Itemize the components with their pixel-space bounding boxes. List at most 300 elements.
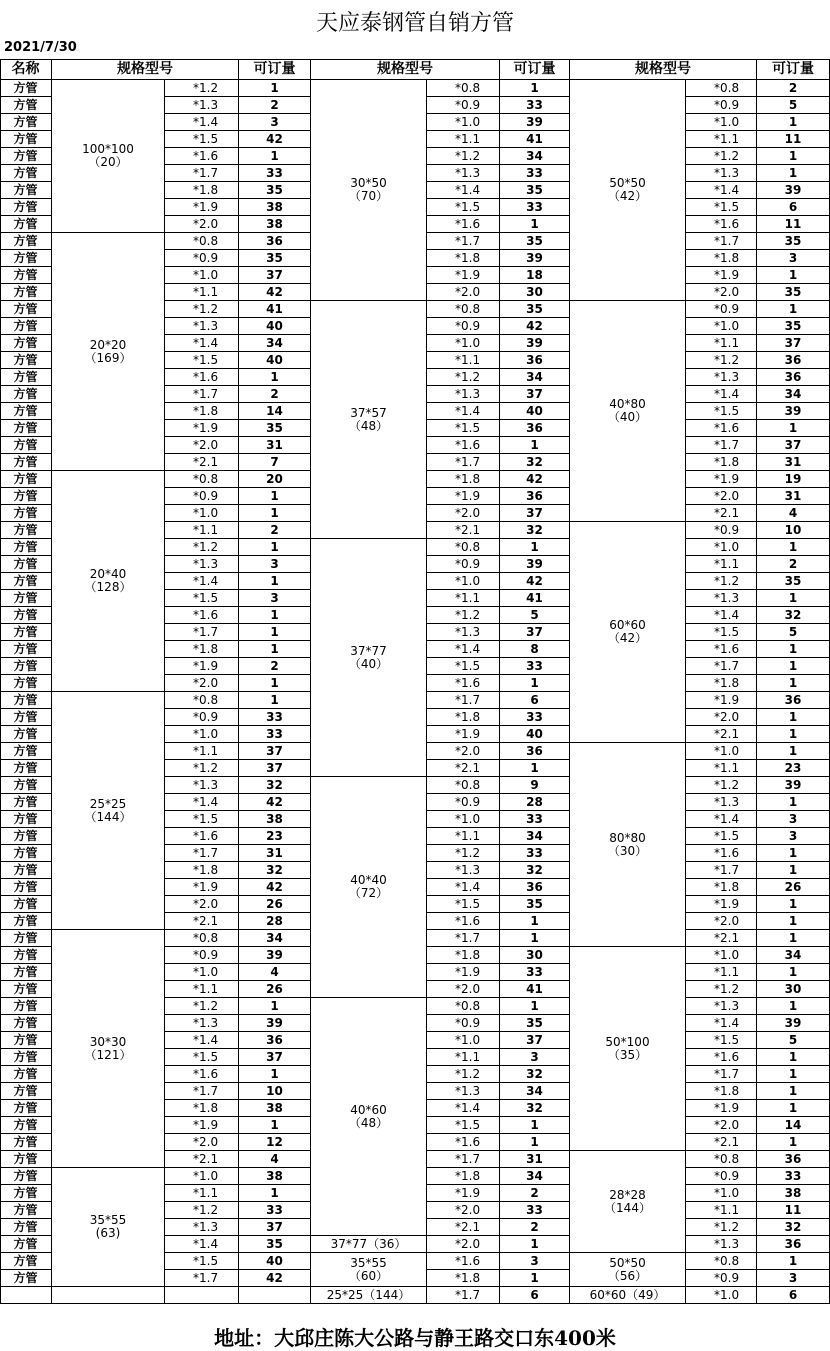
thickness-cell: *2.1	[686, 930, 757, 947]
thickness-cell: *1.0	[165, 505, 239, 522]
thickness-cell: *1.9	[427, 488, 500, 505]
qty-cell: 1	[239, 1117, 311, 1134]
qty-cell: 30	[757, 981, 830, 998]
spec-group-total: (63)	[95, 1226, 121, 1240]
qty-cell: 1	[757, 148, 830, 165]
thickness-cell: *1.0	[686, 539, 757, 556]
thickness-cell: *1.3	[686, 165, 757, 182]
row-name-cell: 方管	[0, 879, 52, 896]
thickness-cell: *1.8	[427, 947, 500, 964]
spec-group-label	[52, 471, 165, 692]
qty-cell: 35	[500, 182, 570, 199]
thickness-cell: *1.1	[165, 284, 239, 301]
page-title: 天应泰钢管自销方管	[315, 11, 514, 36]
thickness-cell: *2.0	[427, 1236, 500, 1253]
qty-cell: 2	[500, 1219, 570, 1236]
thickness-cell: *2.0	[427, 981, 500, 998]
thickness-cell: *1.5	[427, 1117, 500, 1134]
qty-cell: 38	[757, 1185, 830, 1202]
qty-cell: 3	[757, 811, 830, 828]
thickness-cell: *1.7	[427, 1287, 500, 1304]
spec-size: 20*40	[89, 567, 127, 581]
qty-cell: 3	[757, 1270, 830, 1287]
spec-group-label	[311, 998, 427, 1236]
spec-group-label	[311, 80, 427, 301]
spec-group-total: （60）	[348, 1268, 389, 1283]
thickness-cell: *1.3	[427, 386, 500, 403]
thickness-cell: *1.4	[165, 335, 239, 352]
row-name-cell: 方管	[0, 471, 52, 488]
qty-cell: 31	[239, 437, 311, 454]
qty-cell: 1	[500, 930, 570, 947]
spec-group-total: （40）	[607, 410, 648, 424]
qty-cell: 1	[239, 607, 311, 624]
thickness-cell: *1.0	[165, 267, 239, 284]
qty-cell: 32	[239, 777, 311, 794]
thickness-cell: *0.9	[686, 97, 757, 114]
row-name-cell: 方管	[0, 1032, 52, 1049]
inventory-table	[0, 59, 830, 1304]
qty-cell: 1	[757, 794, 830, 811]
thickness-cell: *1.7	[165, 845, 239, 862]
thickness-cell: *1.1	[165, 522, 239, 539]
spec-group-label	[570, 1151, 686, 1253]
qty-cell: 35	[239, 1236, 311, 1253]
thickness-cell: *1.9	[165, 1117, 239, 1134]
spec-group-label	[52, 233, 165, 471]
thickness-cell: *1.7	[686, 862, 757, 879]
qty-cell: 39	[239, 1015, 311, 1032]
qty-cell: 36	[757, 1151, 830, 1168]
thickness-cell: *0.9	[686, 301, 757, 318]
spec-group-total: （121）	[84, 1047, 132, 1062]
thickness-cell: *1.2	[686, 981, 757, 998]
row-name-cell: 方管	[0, 488, 52, 505]
spec-size: 40*80	[609, 397, 646, 411]
thickness-cell: *2.1	[686, 726, 757, 743]
thickness-cell: *1.7	[427, 692, 500, 709]
qty-cell: 3	[239, 590, 311, 607]
spec-size: 40*60	[350, 1102, 387, 1117]
spec-size: 80*80	[609, 830, 646, 845]
qty-cell: 42	[500, 318, 570, 335]
qty-cell: 1	[500, 216, 570, 233]
qty-cell: 38	[239, 1168, 311, 1185]
thickness-cell: *1.6	[165, 1066, 239, 1083]
qty-cell: 34	[500, 1168, 570, 1185]
thickness-cell: *1.4	[686, 1015, 757, 1032]
spec-group-label	[570, 301, 686, 522]
qty-cell: 1	[239, 998, 311, 1015]
thickness-cell: *1.8	[686, 675, 757, 692]
qty-cell: 32	[239, 862, 311, 879]
row-name-cell: 方管	[0, 522, 52, 539]
thickness-cell: *0.9	[427, 556, 500, 573]
qty-cell: 41	[500, 131, 570, 148]
thickness-cell: *1.2	[686, 573, 757, 590]
qty-cell: 1	[757, 743, 830, 760]
qty-cell: 1	[757, 1049, 830, 1066]
qty-cell: 8	[500, 641, 570, 658]
qty-cell: 1	[239, 1066, 311, 1083]
thickness-cell: *1.1	[686, 131, 757, 148]
spec-group-label	[570, 743, 686, 947]
row-name-cell: 方管	[0, 352, 52, 369]
row-name-cell: 方管	[0, 301, 52, 318]
qty-cell: 1	[757, 896, 830, 913]
qty-cell: 1	[757, 114, 830, 131]
qty-cell: 1	[757, 998, 830, 1015]
qty-cell: 1	[757, 301, 830, 318]
row-name-cell: 方管	[0, 250, 52, 267]
thickness-cell: *1.8	[165, 862, 239, 879]
spec-size: 50*50	[609, 176, 646, 190]
qty-cell: 31	[239, 845, 311, 862]
report-date: 2021/7/30	[4, 40, 77, 55]
row-name-cell: 方管	[0, 1202, 52, 1219]
qty-cell: 42	[500, 573, 570, 590]
row-name-cell: 方管	[0, 165, 52, 182]
thickness-cell: *0.9	[686, 522, 757, 539]
qty-cell: 36	[757, 352, 830, 369]
thickness-cell: *1.5	[165, 1253, 239, 1270]
spec-group-total: （56）	[607, 1268, 648, 1283]
thickness-cell: *2.0	[686, 709, 757, 726]
spec-group-label	[311, 777, 427, 998]
qty-cell: 36	[239, 233, 311, 250]
qty-cell: 32	[500, 454, 570, 471]
row-name-cell: 方管	[0, 1100, 52, 1117]
qty-cell: 1	[239, 80, 311, 97]
thickness-cell: *1.6	[686, 641, 757, 658]
spec-group-total: （48）	[348, 1115, 389, 1130]
spec-group-label	[52, 1168, 165, 1287]
thickness-cell: *1.7	[686, 233, 757, 250]
thickness-cell: *1.5	[686, 1032, 757, 1049]
qty-cell: 34	[500, 369, 570, 386]
spec-group-total: （40）	[348, 656, 389, 671]
row-name-cell: 方管	[0, 1236, 52, 1253]
qty-cell: 31	[500, 1151, 570, 1168]
row-name-cell: 方管	[0, 335, 52, 352]
thickness-cell: *1.8	[427, 1168, 500, 1185]
qty-cell: 1	[757, 539, 830, 556]
thickness-cell: *1.4	[686, 811, 757, 828]
qty-cell: 35	[757, 318, 830, 335]
qty-cell: 3	[500, 1049, 570, 1066]
spec-group-label	[52, 80, 165, 233]
spec-group-label	[311, 1287, 427, 1304]
qty-cell: 37	[757, 437, 830, 454]
qty-cell: 6	[500, 692, 570, 709]
thickness-cell: *1.1	[686, 1202, 757, 1219]
qty-cell: 33	[500, 1202, 570, 1219]
row-name-cell: 方管	[0, 913, 52, 930]
address-line: 地址：大邱庄陈大公路与静王路交口东400米	[214, 1326, 616, 1350]
thickness-cell: *1.2	[686, 148, 757, 165]
thickness-cell: *1.5	[686, 624, 757, 641]
qty-cell: 35	[239, 182, 311, 199]
row-name-cell: 方管	[0, 1253, 52, 1270]
thickness-cell: *1.7	[165, 1270, 239, 1287]
thickness-cell: *1.9	[686, 692, 757, 709]
spec-group-label	[570, 80, 686, 301]
qty-cell: 33	[500, 811, 570, 828]
thickness-cell: *2.1	[427, 760, 500, 777]
row-name-cell: 方管	[0, 1219, 52, 1236]
qty-cell: 1	[239, 675, 311, 692]
qty-cell: 1	[500, 1270, 570, 1287]
qty-cell: 35	[500, 233, 570, 250]
thickness-cell: *1.6	[427, 1253, 500, 1270]
thickness-cell: *1.2	[427, 148, 500, 165]
qty-cell: 30	[500, 947, 570, 964]
thickness-cell: *1.6	[427, 913, 500, 930]
spec-size: 28*28	[609, 1187, 646, 1202]
thickness-cell: *1.6	[686, 420, 757, 437]
qty-cell: 1	[757, 165, 830, 182]
thickness-cell: *1.1	[427, 352, 500, 369]
qty-cell: 1	[239, 692, 311, 709]
thickness-cell: *1.7	[165, 386, 239, 403]
qty-cell: 3	[757, 250, 830, 267]
thickness-cell: *2.0	[686, 913, 757, 930]
spec-group-total: （20）	[88, 155, 128, 169]
row-name-cell: 方管	[0, 743, 52, 760]
qty-cell: 32	[757, 607, 830, 624]
row-name-cell: 方管	[0, 1083, 52, 1100]
thickness-cell: *1.1	[686, 964, 757, 981]
thickness-cell: *1.9	[427, 267, 500, 284]
thickness-cell: *1.5	[165, 811, 239, 828]
qty-cell: 14	[239, 403, 311, 420]
qty-cell: 1	[239, 641, 311, 658]
spec-group-total: （42）	[607, 189, 648, 203]
thickness-cell: *1.8	[165, 641, 239, 658]
row-name-cell: 方管	[0, 624, 52, 641]
thickness-cell: *0.9	[427, 318, 500, 335]
thickness-cell: *1.0	[427, 811, 500, 828]
spec-size: 60*60	[609, 618, 646, 632]
thickness-cell: *1.6	[165, 828, 239, 845]
thickness-cell: *1.3	[686, 1236, 757, 1253]
row-name-cell: 方管	[0, 403, 52, 420]
thickness-cell: *1.6	[427, 1134, 500, 1151]
qty-cell: 34	[500, 148, 570, 165]
thickness-cell: *1.4	[165, 114, 239, 131]
thickness-cell: *1.8	[427, 1270, 500, 1287]
qty-cell: 42	[239, 284, 311, 301]
thickness-cell: *1.5	[427, 199, 500, 216]
spec-size: 100*100	[82, 142, 134, 156]
thickness-cell: *1.9	[686, 471, 757, 488]
qty-cell: 35	[757, 284, 830, 301]
qty-cell: 35	[757, 233, 830, 250]
qty-cell: 37	[239, 1219, 311, 1236]
qty-cell: 6	[500, 1287, 570, 1304]
qty-cell: 1	[500, 998, 570, 1015]
qty-cell: 23	[239, 828, 311, 845]
thickness-cell: *1.4	[427, 1100, 500, 1117]
row-name-cell: 方管	[0, 1151, 52, 1168]
row-name-cell: 方管	[0, 199, 52, 216]
thickness-cell: *0.8	[686, 80, 757, 97]
qty-cell: 11	[757, 131, 830, 148]
qty-cell: 4	[239, 1151, 311, 1168]
thickness-cell: *1.1	[427, 828, 500, 845]
row-name-cell: 方管	[0, 964, 52, 981]
thickness-cell: *1.3	[165, 1219, 239, 1236]
spec-size: 30*50	[350, 176, 387, 190]
thickness-cell: *1.2	[165, 301, 239, 318]
qty-cell: 19	[757, 471, 830, 488]
qty-cell: 38	[239, 199, 311, 216]
qty-cell: 6	[757, 199, 830, 216]
qty-cell: 34	[500, 1083, 570, 1100]
qty-cell: 1	[757, 709, 830, 726]
thickness-cell: *1.2	[165, 760, 239, 777]
thickness-cell: *1.7	[165, 624, 239, 641]
thickness-cell: *1.0	[686, 947, 757, 964]
row-name-cell: 方管	[0, 607, 52, 624]
row-name-cell: 方管	[0, 267, 52, 284]
thickness-cell: *2.1	[427, 522, 500, 539]
qty-cell: 1	[239, 624, 311, 641]
qty-cell: 32	[757, 1219, 830, 1236]
thickness-cell: *1.2	[165, 1202, 239, 1219]
thickness-cell: *0.9	[427, 97, 500, 114]
thickness-cell: *0.8	[427, 777, 500, 794]
row-name-cell: 方管	[0, 216, 52, 233]
thickness-cell: *2.0	[686, 1117, 757, 1134]
qty-cell: 34	[757, 947, 830, 964]
row-name-cell: 方管	[0, 709, 52, 726]
thickness-cell: *1.9	[165, 658, 239, 675]
thickness-cell: *0.8	[427, 80, 500, 97]
thickness-cell: *1.6	[427, 437, 500, 454]
row-name-cell: 方管	[0, 896, 52, 913]
thickness-cell: *1.0	[165, 964, 239, 981]
spec-group-label	[311, 1253, 427, 1287]
qty-cell: 1	[500, 1134, 570, 1151]
thickness-cell: *0.9	[686, 1168, 757, 1185]
header-spec: 规格型号	[52, 59, 239, 80]
row-name-cell: 方管	[0, 828, 52, 845]
row-name-cell: 方管	[0, 420, 52, 437]
thickness-cell: *1.7	[165, 1083, 239, 1100]
row-name-cell: 方管	[0, 454, 52, 471]
qty-cell: 28	[239, 913, 311, 930]
thickness-cell: *1.9	[165, 199, 239, 216]
thickness-cell: *0.8	[427, 301, 500, 318]
thickness-cell: *1.1	[427, 1049, 500, 1066]
qty-cell: 26	[757, 879, 830, 896]
thickness-cell: *1.1	[427, 131, 500, 148]
qty-cell: 23	[757, 760, 830, 777]
qty-cell: 33	[500, 199, 570, 216]
qty-cell: 1	[239, 369, 311, 386]
thickness-cell: *1.2	[165, 80, 239, 97]
spec-size: 25*25	[89, 796, 127, 811]
qty-cell: 4	[239, 964, 311, 981]
qty-cell: 30	[500, 284, 570, 301]
thickness-cell: *0.8	[165, 233, 239, 250]
thickness-cell: *1.0	[427, 335, 500, 352]
spec-size: 35*55	[350, 1255, 387, 1270]
thickness-cell: *0.8	[686, 1151, 757, 1168]
thickness-cell	[165, 1287, 239, 1304]
qty-cell: 39	[757, 1015, 830, 1032]
thickness-cell: *1.3	[686, 590, 757, 607]
qty-cell: 2	[757, 80, 830, 97]
qty-cell: 1	[757, 845, 830, 862]
thickness-cell: *2.0	[427, 1202, 500, 1219]
qty-cell: 40	[239, 1253, 311, 1270]
thickness-cell: *1.8	[686, 1083, 757, 1100]
spec-group-label	[311, 301, 427, 539]
thickness-cell: *0.8	[427, 998, 500, 1015]
qty-cell: 40	[500, 403, 570, 420]
spec-size: 37*77	[350, 643, 387, 658]
qty-cell: 38	[239, 1100, 311, 1117]
row-name-cell: 方管	[0, 97, 52, 114]
spec-group-label	[52, 692, 165, 930]
thickness-cell: *1.3	[165, 777, 239, 794]
qty-cell: 1	[757, 675, 830, 692]
qty-cell: 28	[500, 794, 570, 811]
thickness-cell: *1.4	[427, 641, 500, 658]
qty-cell: 10	[239, 1083, 311, 1100]
thickness-cell: *1.5	[686, 199, 757, 216]
row-name-cell: 方管	[0, 437, 52, 454]
spec-group-label	[570, 947, 686, 1151]
qty-cell: 36	[757, 1236, 830, 1253]
qty-cell: 4	[757, 505, 830, 522]
qty-cell: 1	[757, 590, 830, 607]
qty-cell: 12	[239, 1134, 311, 1151]
thickness-cell: *1.0	[686, 1287, 757, 1304]
thickness-cell: *1.0	[427, 1032, 500, 1049]
row-name-cell: 方管	[0, 556, 52, 573]
qty-cell: 39	[500, 556, 570, 573]
qty-cell: 33	[500, 845, 570, 862]
qty-cell: 34	[239, 335, 311, 352]
thickness-cell: *1.4	[165, 1032, 239, 1049]
thickness-cell: *1.8	[165, 182, 239, 199]
qty-cell: 1	[500, 913, 570, 930]
thickness-cell: *1.3	[427, 1083, 500, 1100]
row-name-cell: 方管	[0, 1117, 52, 1134]
row-name-cell: 方管	[0, 573, 52, 590]
qty-cell: 1	[757, 1083, 830, 1100]
spec-group-total: （128）	[84, 580, 132, 594]
row-name-cell: 方管	[0, 811, 52, 828]
qty-cell: 7	[239, 454, 311, 471]
thickness-cell: *2.0	[686, 488, 757, 505]
thickness-cell: *1.4	[165, 573, 239, 590]
qty-cell: 1	[500, 1117, 570, 1134]
thickness-cell: *2.1	[165, 1151, 239, 1168]
qty-cell: 40	[239, 318, 311, 335]
thickness-cell: *1.0	[686, 318, 757, 335]
qty-cell: 32	[500, 1066, 570, 1083]
thickness-cell: *1.6	[686, 1049, 757, 1066]
qty-cell: 35	[757, 573, 830, 590]
qty-cell: 41	[500, 981, 570, 998]
qty-cell: 35	[500, 1015, 570, 1032]
qty-cell: 2	[239, 97, 311, 114]
row-name-cell: 方管	[0, 80, 52, 97]
